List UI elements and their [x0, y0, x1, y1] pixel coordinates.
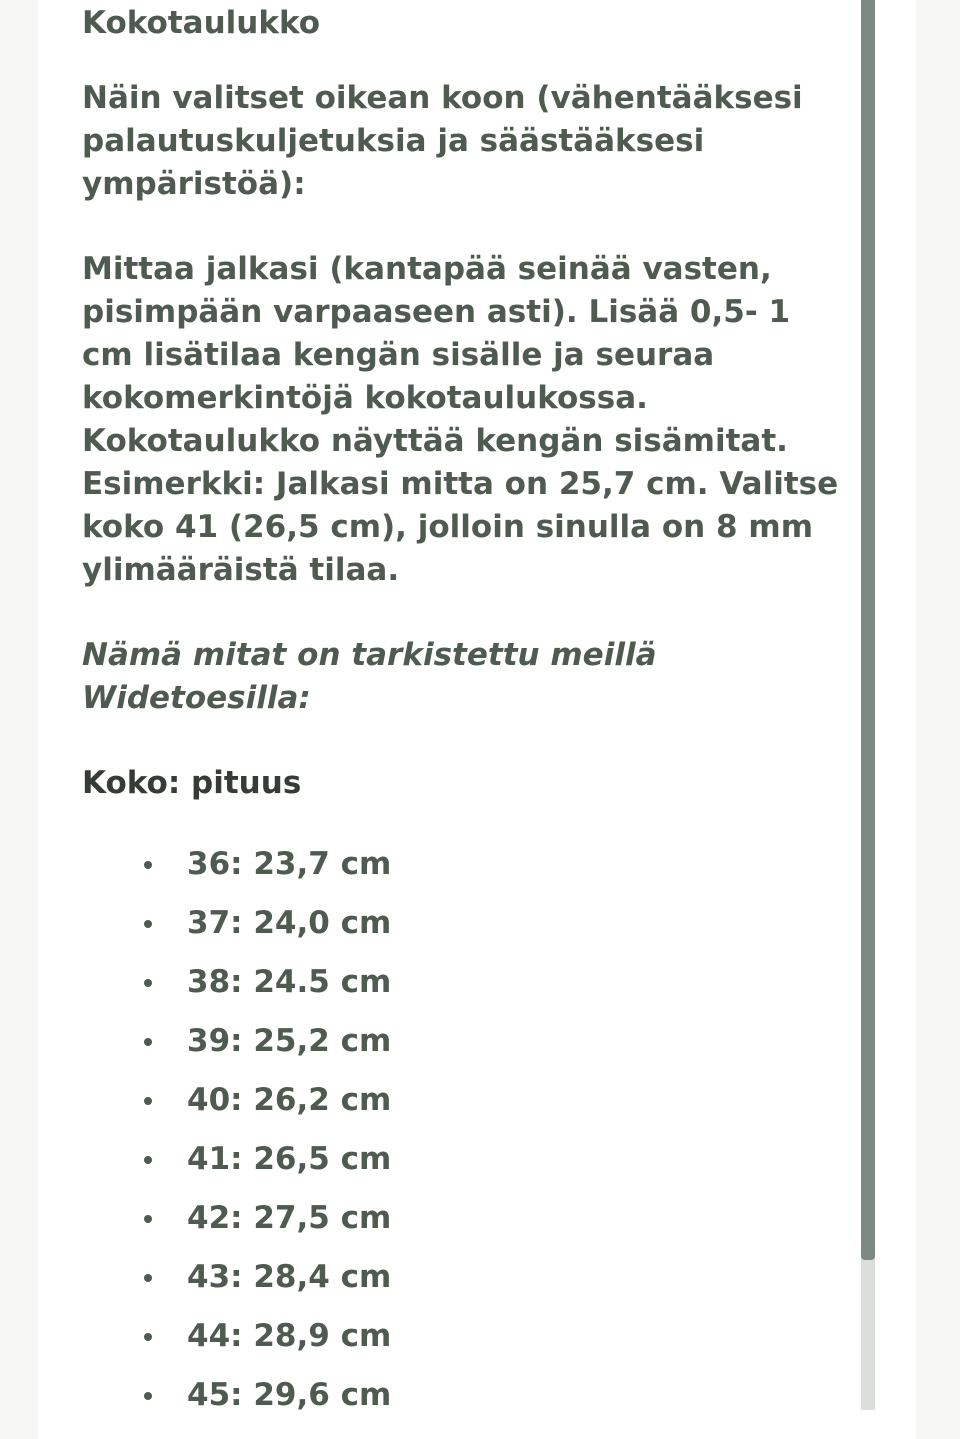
bullet-icon [144, 1215, 152, 1223]
bullet-icon [144, 979, 152, 987]
list-item [82, 1136, 842, 1195]
page-title: Kokotaulukko [82, 5, 321, 41]
size-entry: 44: 28,9 cm [187, 1318, 392, 1354]
list-item [82, 1372, 842, 1431]
bullet-icon [144, 1038, 152, 1046]
size-guide-content [82, 0, 842, 1431]
list-item [82, 959, 842, 1018]
size-entry: 41: 26,5 cm [187, 1141, 392, 1177]
bullet-icon [144, 920, 152, 928]
list-item [82, 900, 842, 959]
size-entry: 42: 27,5 cm [187, 1200, 392, 1236]
scrollbar-thumb[interactable] [861, 0, 875, 1260]
list-item [82, 1195, 842, 1254]
size-list [82, 841, 842, 1431]
size-entry: 37: 24,0 cm [187, 905, 392, 941]
verified-note: Nämä mitat on tarkistettu meillä Widetoesilla: [82, 637, 657, 716]
size-heading: Koko: pituus [82, 765, 302, 801]
bullet-icon [144, 1097, 152, 1105]
intro-text: Näin valitset oikean koon (vähentääksesi palautuskuljetuksia ja säästääksesi ympäristöä): [82, 80, 803, 202]
size-entry: 39: 25,2 cm [187, 1023, 392, 1059]
size-entry: 38: 24.5 cm [187, 964, 392, 1000]
list-item [82, 1254, 842, 1313]
list-item [82, 841, 842, 900]
bullet-icon [144, 861, 152, 869]
list-item [82, 1077, 842, 1136]
bullet-icon [144, 1274, 152, 1282]
bullet-icon [144, 1333, 152, 1341]
bullet-icon [144, 1392, 152, 1400]
instructions-text: Mittaa jalkasi (kantapää seinää vasten, pisimpään varpaaseen asti). Lisää 0,5- 1 cm lisätilaa kengän sisälle ja seuraa kokomerkintöjä kokotaulukossa. Kokotaulukko näyttää kengän sisämitat. Esimerkki: Jalkasi mitta on 25,7 cm. Valitse koko 41 (26,5 cm), jolloin sinulla on 8 mm ylimääräistä tilaa. [82, 251, 839, 588]
list-item [82, 1018, 842, 1077]
size-entry: 43: 28,4 cm [187, 1259, 392, 1295]
size-entry: 36: 23,7 cm [187, 846, 392, 882]
size-entry: 45: 29,6 cm [187, 1377, 392, 1413]
size-entry: 40: 26,2 cm [187, 1082, 392, 1118]
bullet-icon [144, 1156, 152, 1164]
list-item [82, 1313, 842, 1372]
